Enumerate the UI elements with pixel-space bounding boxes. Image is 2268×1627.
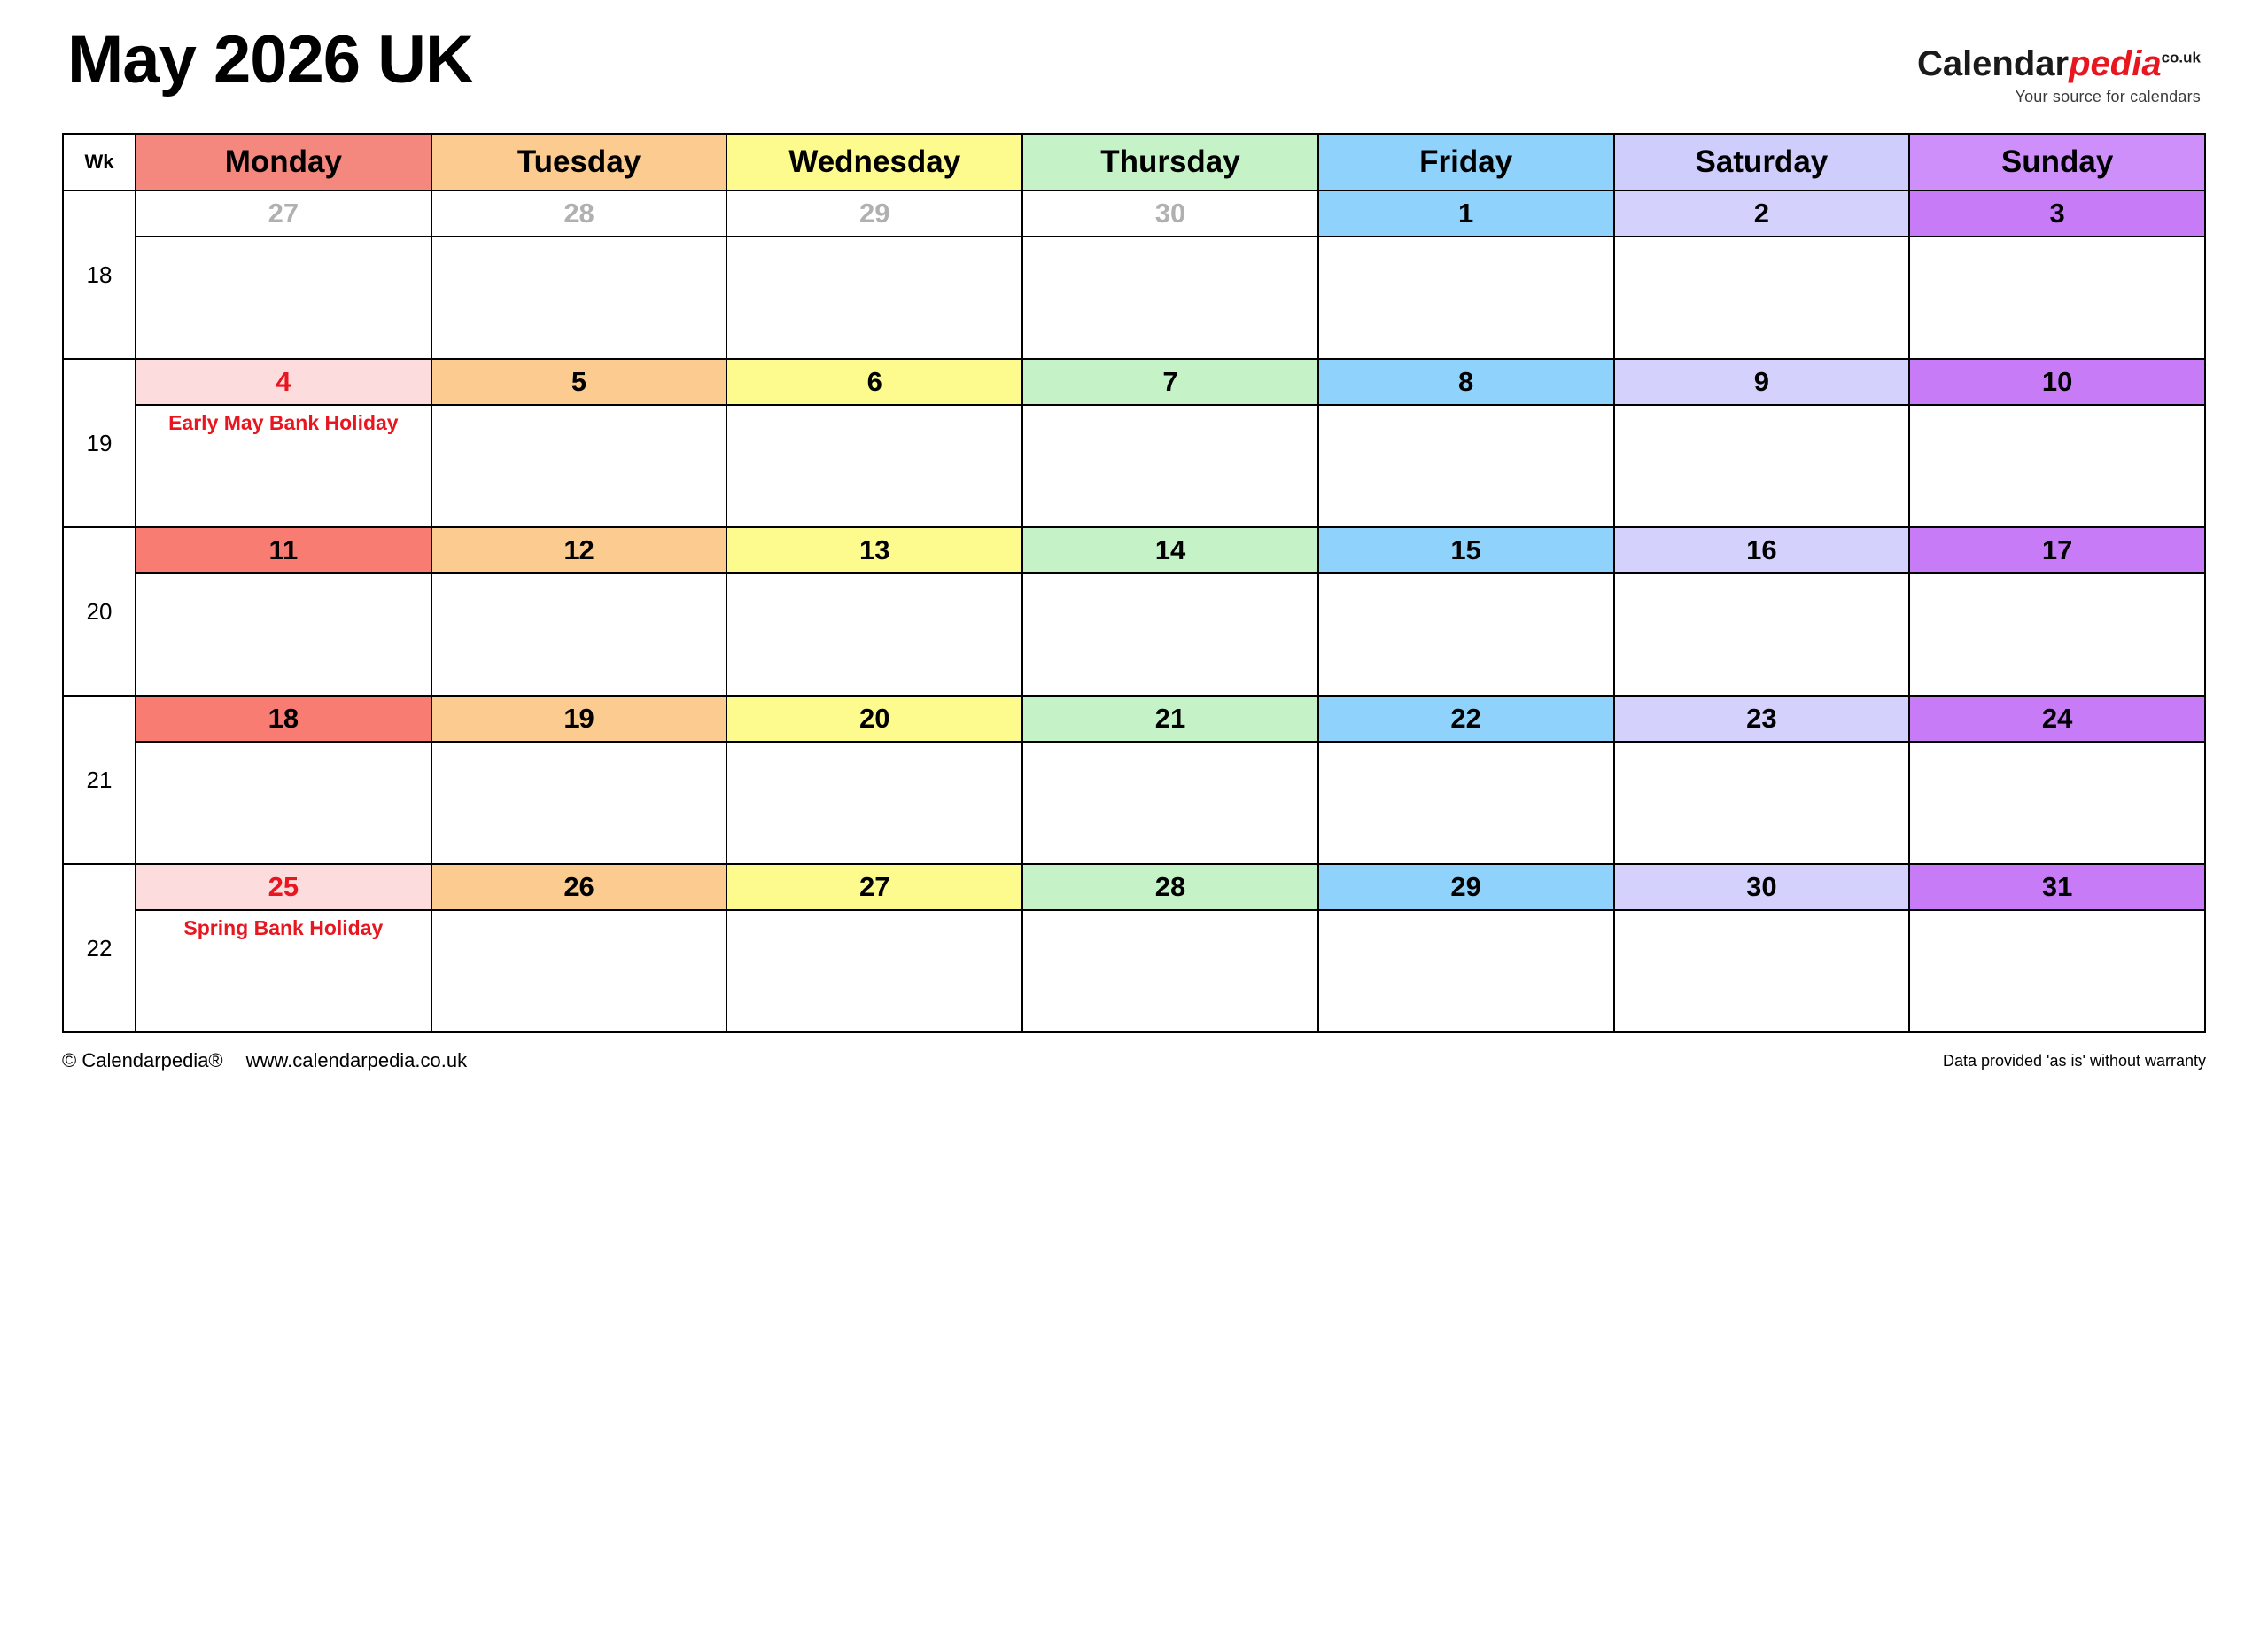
day-header-tuesday: Tuesday (431, 134, 727, 191)
page-header (62, 0, 2206, 133)
day-number: 6 (727, 360, 1021, 406)
day-cell-thursday[interactable] (1022, 864, 1318, 1032)
holiday-label: Spring Bank Holiday (183, 916, 384, 939)
day-content (136, 237, 431, 243)
day-content (727, 574, 1021, 580)
day-number: 15 (1319, 528, 1613, 574)
day-number: 9 (1615, 360, 1909, 406)
day-number: 11 (136, 528, 431, 574)
day-number: 4 (136, 360, 431, 406)
day-content (727, 911, 1021, 916)
day-cell-tuesday[interactable] (431, 359, 727, 527)
brand-pedia-text: pedia (2069, 44, 2162, 83)
day-number: 12 (432, 528, 726, 574)
week-number-cell: 19 (63, 359, 136, 527)
day-content (1910, 574, 2204, 580)
day-number: 19 (432, 697, 726, 743)
day-number: 21 (1023, 697, 1317, 743)
footer-website[interactable]: www.calendarpedia.co.uk (245, 1049, 468, 1071)
day-number: 13 (727, 528, 1021, 574)
day-number: 2 (1615, 191, 1909, 237)
day-cell-monday[interactable] (136, 696, 431, 864)
day-number: 5 (432, 360, 726, 406)
day-content (1615, 743, 1909, 748)
day-content (136, 743, 431, 748)
day-content (136, 406, 431, 435)
day-cell-friday[interactable] (1318, 527, 1614, 696)
day-cell-tuesday[interactable] (431, 191, 727, 359)
page-footer (62, 1033, 2206, 1072)
footer-copyright: © Calendarpedia® (62, 1049, 223, 1071)
day-cell-saturday[interactable] (1614, 191, 1910, 359)
day-number: 10 (1910, 360, 2204, 406)
day-content (136, 574, 431, 580)
day-cell-sunday[interactable] (1909, 359, 2205, 527)
calendar-week-row (63, 864, 2205, 1032)
day-cell-sunday[interactable] (1909, 527, 2205, 696)
day-number: 17 (1910, 528, 2204, 574)
day-content (1319, 406, 1613, 411)
day-content (1023, 574, 1317, 580)
day-cell-wednesday[interactable] (726, 359, 1022, 527)
day-header-saturday: Saturday (1614, 134, 1910, 191)
week-number-cell: 22 (63, 864, 136, 1032)
day-cell-thursday[interactable] (1022, 696, 1318, 864)
calendar-week-row (63, 359, 2205, 527)
day-content (1615, 911, 1909, 916)
day-number: 22 (1319, 697, 1613, 743)
day-cell-friday[interactable] (1318, 359, 1614, 527)
day-cell-sunday[interactable] (1909, 864, 2205, 1032)
day-cell-wednesday[interactable] (726, 696, 1022, 864)
day-number: 23 (1615, 697, 1909, 743)
day-number: 28 (1023, 865, 1317, 911)
holiday-label: Early May Bank Holiday (168, 411, 399, 434)
day-content (1910, 237, 2204, 243)
day-cell-friday[interactable] (1318, 864, 1614, 1032)
day-cell-thursday[interactable] (1022, 191, 1318, 359)
footer-copyright-block (62, 1049, 467, 1072)
day-content (1023, 237, 1317, 243)
day-header-thursday: Thursday (1022, 134, 1318, 191)
day-content (136, 911, 431, 940)
day-cell-wednesday[interactable] (726, 191, 1022, 359)
calendar-table (62, 133, 2206, 1033)
day-cell-wednesday[interactable] (726, 864, 1022, 1032)
day-number: 25 (136, 865, 431, 911)
day-cell-tuesday[interactable] (431, 527, 727, 696)
day-number: 30 (1615, 865, 1909, 911)
day-cell-monday[interactable] (136, 191, 431, 359)
week-number-cell: 21 (63, 696, 136, 864)
day-cell-thursday[interactable] (1022, 527, 1318, 696)
day-content (727, 237, 1021, 243)
day-content (432, 743, 726, 748)
day-cell-tuesday[interactable] (431, 864, 727, 1032)
day-number: 14 (1023, 528, 1317, 574)
day-number: 30 (1023, 191, 1317, 237)
day-cell-saturday[interactable] (1614, 696, 1910, 864)
page-title: May 2026 UK (67, 22, 473, 97)
day-content (1319, 911, 1613, 916)
day-number: 29 (1319, 865, 1613, 911)
day-cell-friday[interactable] (1318, 696, 1614, 864)
day-number: 26 (432, 865, 726, 911)
day-number: 1 (1319, 191, 1613, 237)
day-content (1319, 743, 1613, 748)
day-content (432, 574, 726, 580)
day-number: 27 (136, 191, 431, 237)
day-content (432, 237, 726, 243)
day-number: 18 (136, 697, 431, 743)
day-content (1615, 574, 1909, 580)
day-number: 29 (727, 191, 1021, 237)
day-cell-saturday[interactable] (1614, 527, 1910, 696)
day-content (1910, 743, 2204, 748)
week-number-header: Wk (63, 134, 136, 191)
day-content (1615, 237, 1909, 243)
day-header-friday: Friday (1318, 134, 1614, 191)
day-number: 16 (1615, 528, 1909, 574)
day-cell-tuesday[interactable] (431, 696, 727, 864)
calendar-header-row (63, 134, 2205, 191)
footer-disclaimer: Data provided 'as is' without warranty (1942, 1052, 2206, 1070)
day-content (1023, 406, 1317, 411)
brand-tagline: Your source for calendars (2015, 88, 2201, 105)
day-header-wednesday: Wednesday (726, 134, 1022, 191)
day-number: 24 (1910, 697, 2204, 743)
day-cell-wednesday[interactable] (726, 527, 1022, 696)
day-content (1023, 911, 1317, 916)
day-cell-saturday[interactable] (1614, 864, 1910, 1032)
day-cell-monday[interactable] (136, 359, 431, 527)
day-content (1319, 574, 1613, 580)
day-cell-monday[interactable] (136, 864, 431, 1032)
brand-wordmark (1917, 46, 2201, 82)
week-number-cell: 20 (63, 527, 136, 696)
day-number: 27 (727, 865, 1021, 911)
day-cell-monday[interactable] (136, 527, 431, 696)
day-content (432, 911, 726, 916)
day-content (432, 406, 726, 411)
day-header-sunday: Sunday (1909, 134, 2205, 191)
day-header-monday: Monday (136, 134, 431, 191)
brand-calendar-text: Calendar (1916, 44, 2070, 83)
day-content (727, 406, 1021, 411)
day-number: 31 (1910, 865, 2204, 911)
calendar-week-row (63, 527, 2205, 696)
day-content (1319, 237, 1613, 243)
day-content (1615, 406, 1909, 411)
day-cell-saturday[interactable] (1614, 359, 1910, 527)
day-number: 7 (1023, 360, 1317, 406)
day-content (1910, 406, 2204, 411)
day-number: 28 (432, 191, 726, 237)
calendar-week-row (63, 696, 2205, 864)
calendar-week-row (63, 191, 2205, 359)
day-number: 3 (1910, 191, 2204, 237)
day-cell-sunday[interactable] (1909, 696, 2205, 864)
day-cell-sunday[interactable] (1909, 191, 2205, 359)
brand-logo (1917, 27, 2206, 106)
day-number: 20 (727, 697, 1021, 743)
day-cell-friday[interactable] (1318, 191, 1614, 359)
day-cell-thursday[interactable] (1022, 359, 1318, 527)
day-content (1023, 743, 1317, 748)
day-content (727, 743, 1021, 748)
day-number: 8 (1319, 360, 1613, 406)
brand-couk-text: co.uk (2161, 49, 2201, 66)
day-content (1910, 911, 2204, 916)
week-number-cell: 18 (63, 191, 136, 359)
